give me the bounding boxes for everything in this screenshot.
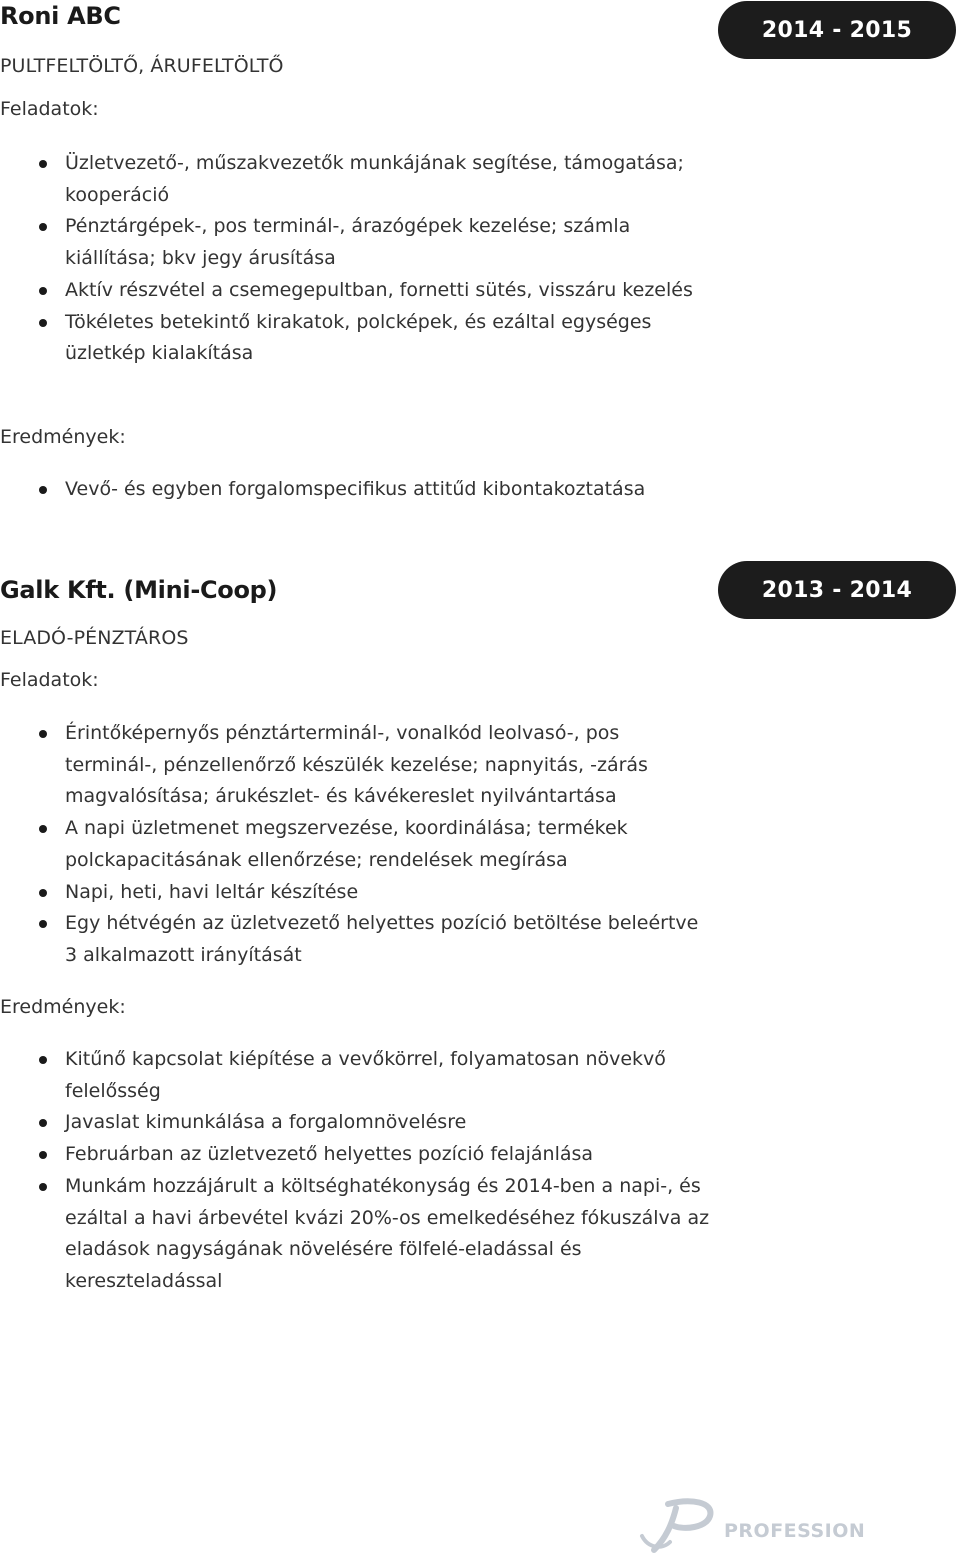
profession-logo xyxy=(636,1496,866,1553)
list-item: Vevő- és egyben forgalomspecifikus attitűd kibontakoztatása xyxy=(0,474,720,506)
results-label: Eredmények: xyxy=(0,996,126,1018)
list-item: Egy hétvégén az üzletvezető helyettes pozíció betöltése beleértve 3 alkalmazott irányítását xyxy=(0,908,700,971)
list-item: Javaslat kimunkálása a forgalomnövelésre xyxy=(0,1107,720,1139)
list-item: Napi, heti, havi leltár készítése xyxy=(0,877,700,909)
position-title: PULTFELTÖLTŐ, ÁRUFELTÖLTŐ xyxy=(0,55,284,77)
list-item: A napi üzletmenet megszervezése, koordinálása; termékek polckapacitásának ellenőrzése; rendelések megírása xyxy=(0,813,700,876)
list-item: Aktív részvétel a csemegepultban, fornetti sütés, visszáru kezelés xyxy=(0,275,700,307)
list-item: Érintőképernyős pénztárterminál-, vonalkód leolvasó-, pos terminál-, pénzellenőrző készülék kezelése; napnyitás, -zárás magvalósítása; árukészlet- és kávékereslet nyilvántartása xyxy=(0,718,700,813)
tasks-label: Feladatok: xyxy=(0,669,99,691)
tasks-list xyxy=(0,718,700,972)
period-badge: 2014 - 2015 xyxy=(718,1,956,59)
results-list xyxy=(0,474,720,506)
position-title: ELADÓ-PÉNZTÁROS xyxy=(0,627,189,649)
company-name: Roni ABC xyxy=(0,2,121,30)
list-item: Tökéletes betekintő kirakatok, polcképek, és ezáltal egységes üzletkép kialakítása xyxy=(0,307,700,370)
tasks-label: Feladatok: xyxy=(0,98,99,120)
tasks-list xyxy=(0,148,700,370)
list-item: Pénztárgépek-, pos terminál-, árazógépek kezelése; számla kiállítása; bkv jegy árusítása xyxy=(0,211,700,274)
list-item: Munkám hozzájárult a költséghatékonyság és 2014-ben a napi-, és ezáltal a havi árbevétel kvázi 20%-os emelkedéséhez fókuszálva az eladások nagyságának növelésére fölfelé-eladással és kereszteladással xyxy=(0,1171,720,1298)
period-badge: 2013 - 2014 xyxy=(718,561,956,619)
results-label: Eredmények: xyxy=(0,426,126,448)
results-list xyxy=(0,1044,720,1298)
profession-logo-icon xyxy=(636,1496,726,1553)
list-item: Februárban az üzletvezető helyettes pozíció felajánlása xyxy=(0,1139,720,1171)
list-item: Kitűnő kapcsolat kiépítése a vevőkörrel, folyamatosan növekvő felelősség xyxy=(0,1044,720,1107)
list-item: Üzletvezető-, műszakvezetők munkájának segítése, támogatása; kooperáció xyxy=(0,148,700,211)
company-name: Galk Kft. (Mini-Coop) xyxy=(0,576,278,604)
profession-logo-text: PROFESSION xyxy=(724,1520,866,1542)
